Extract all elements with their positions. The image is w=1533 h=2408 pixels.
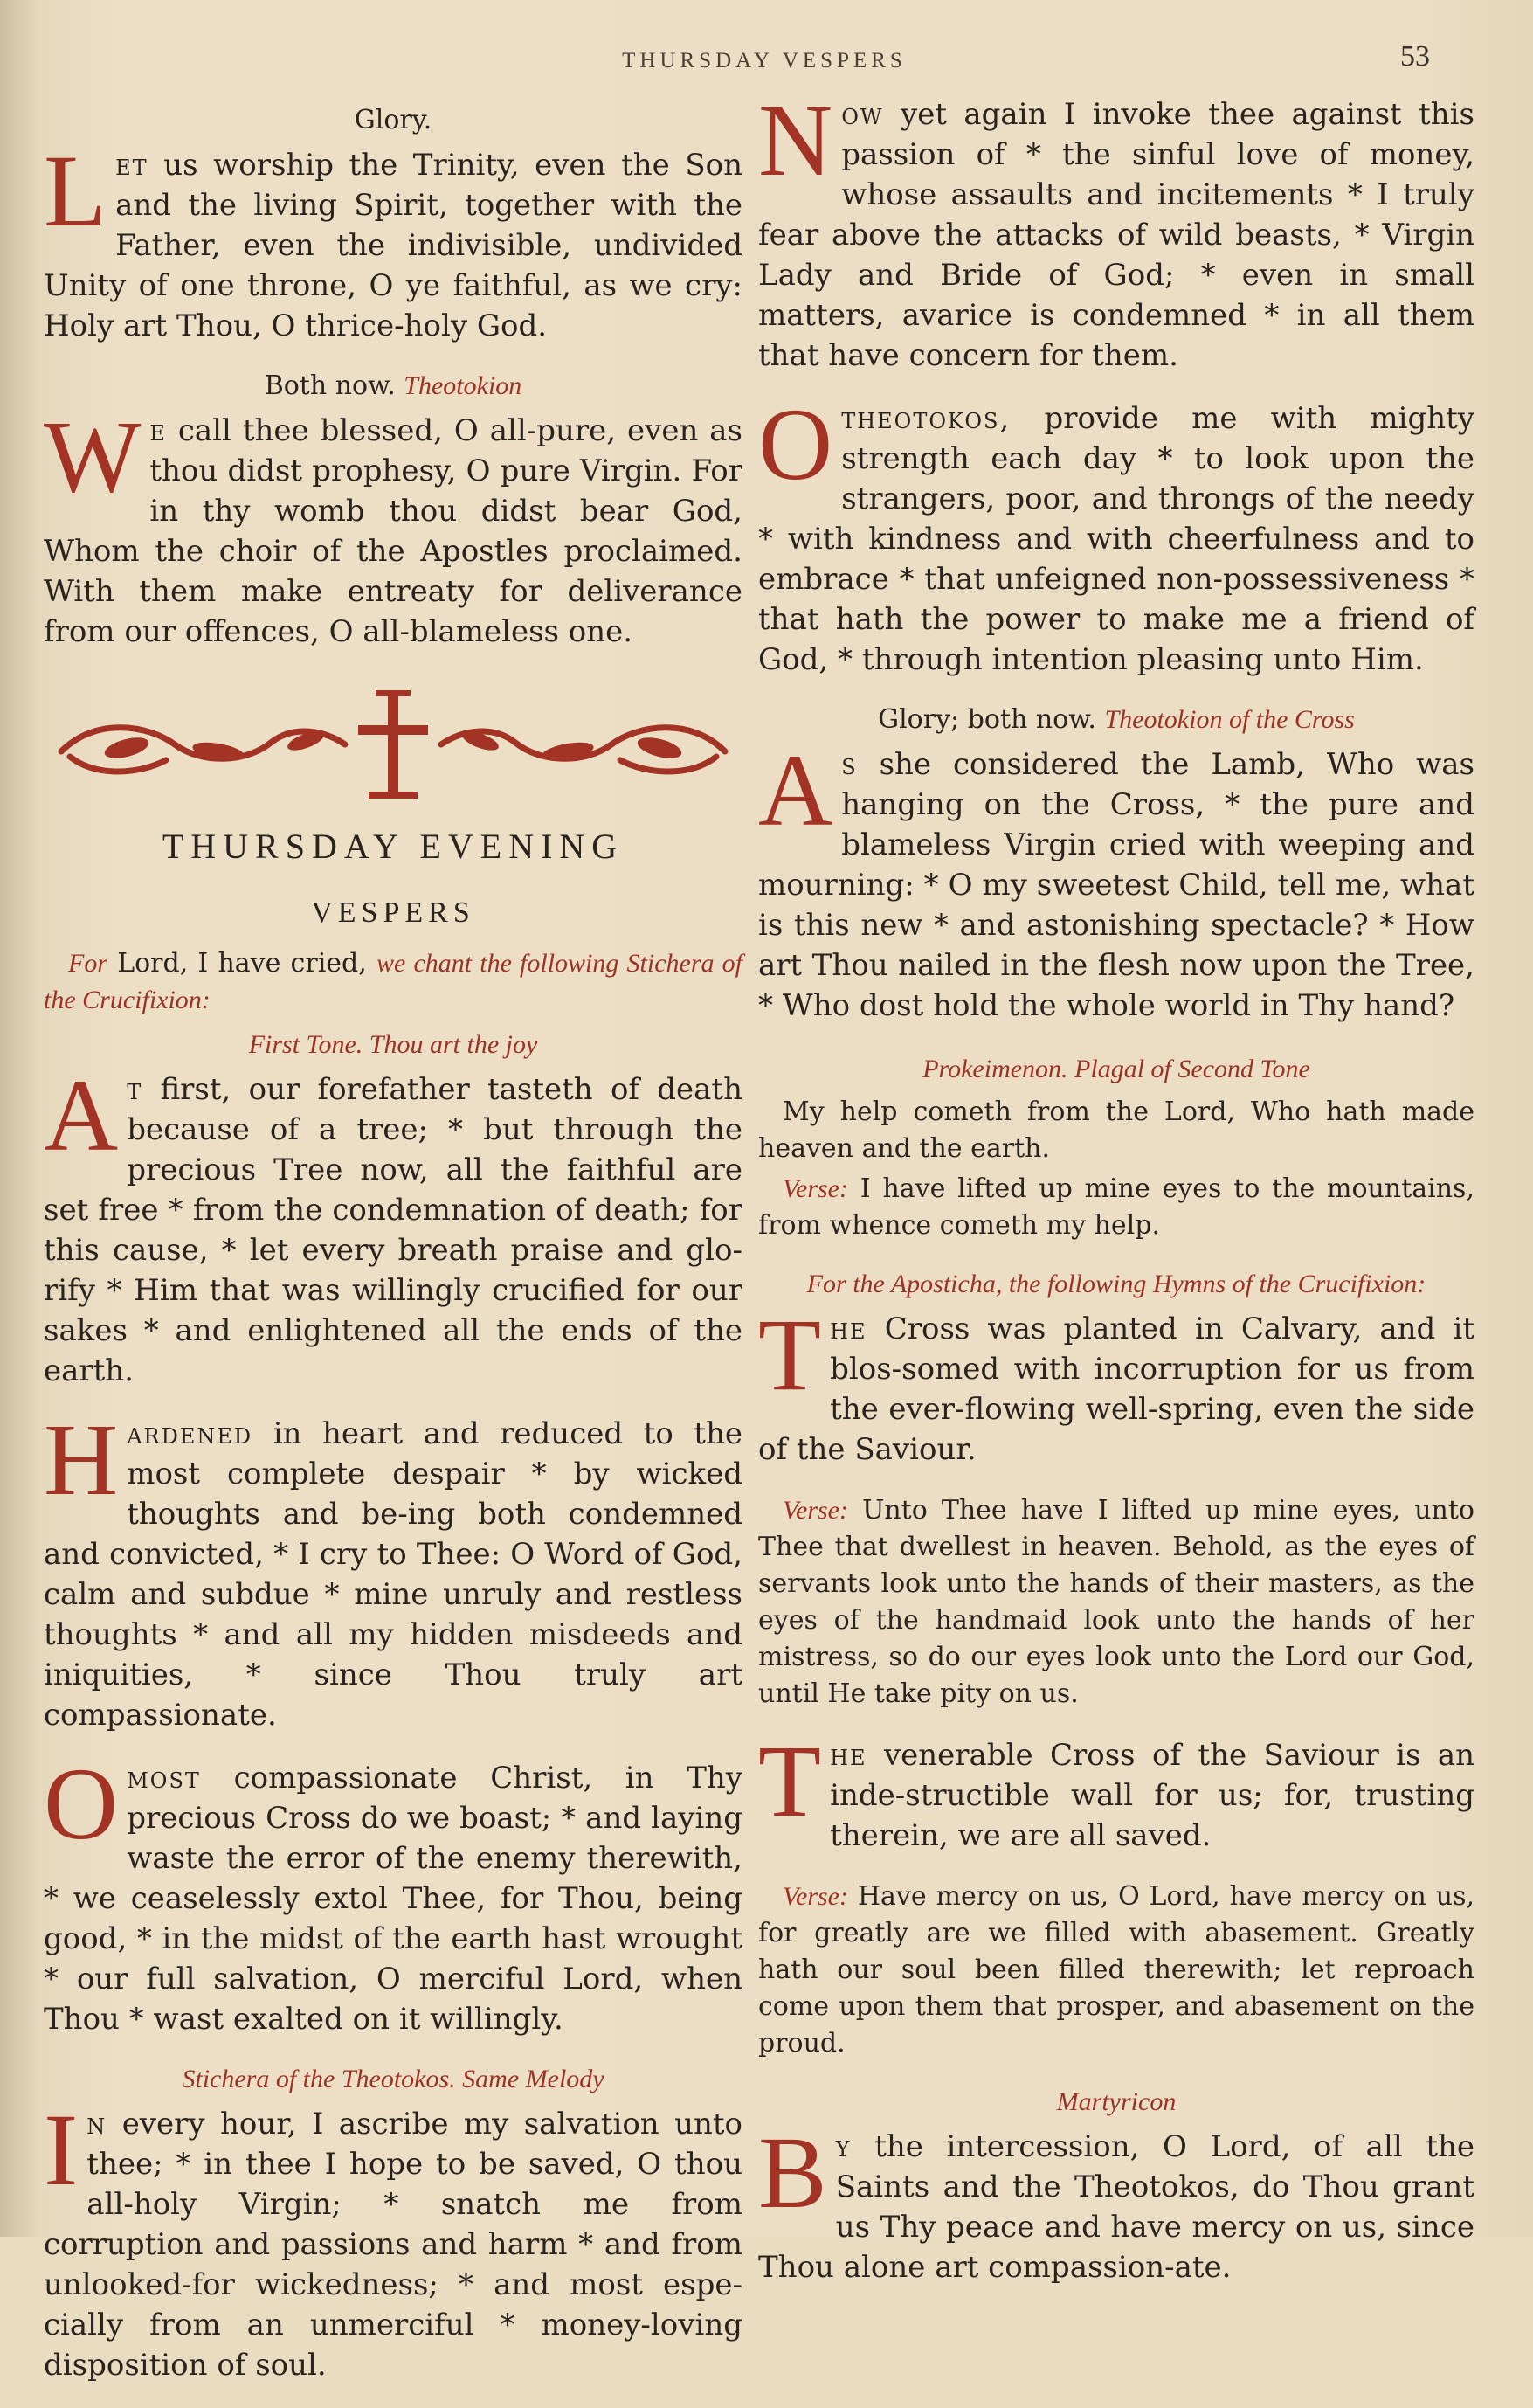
page-number: 53: [1400, 40, 1430, 73]
drop-cap: N: [758, 83, 833, 197]
drop-cap: T: [758, 1724, 822, 1838]
drop-cap: A: [758, 733, 833, 848]
glory-hymn: [44, 134, 742, 346]
prokeimenon-verse: Verse: I have lifted up mine eyes to the mountains, from whence cometh my help.: [758, 1173, 1474, 1241]
hymn-cross-planted: [758, 1297, 1475, 1470]
section-subtitle: VESPERS: [311, 896, 475, 929]
cross-flourish-icon: [44, 690, 742, 804]
aposticha-label: For the Aposticha, the following Hymns of the Crucifixion:: [806, 1270, 1426, 1298]
hymn-text: yet again I invoke thee against this passion of * the sinful love of money, whose assaults and incitements * I truly fear above the attacks of wild beasts, * Virgin Lady and Bride of God; * even in small matters, avarice is condemned * in all them that have concern for them.: [758, 97, 1474, 373]
theotokion-hymn: [44, 399, 742, 652]
cross-ornament: [44, 690, 742, 804]
hymn-text: provide me with mighty strength each day * to look upon the strangers, poor, and throngs of the needy * with kindness and with cheerfulness and to embrace * that unfeigned non-possessiveness * that hath the power to make me a friend of God, * through intention pleasing unto Him.: [758, 401, 1474, 677]
hymn-lead: ow: [841, 97, 884, 132]
hymn-text: every hour, I ascribe my salvation unto thee; * in thee I hope to be saved, O thou all-holy Virgin; * snatch me from corruption and passions and harm * and from unlooked-for wickedness; * and most espe-cially from an unmerciful * money-loving disposition of soul.: [44, 2107, 743, 2383]
hymn-in-every-hour: [44, 2093, 743, 2385]
hymn-text: first, our forefather tasteth of death because of a tree; * but through the precious Tree now, all the faithful are set free * from the condemnation of death; for this cause, * let every breath praise and glo-rify * Him that was willingly crucified for our sakes * and enlightened all the ends of the earth.: [44, 1072, 742, 1388]
glory-label: Glory.: [354, 105, 432, 135]
tone-label: First Tone. Thou art the joy: [248, 1030, 538, 1059]
hymn-lead: n: [86, 2107, 107, 2142]
hymn-text: Cross was planted in Calvary, and it blos-somed with incorruption for us from the ever-flowing well-spring, even the side of the Saviour.: [758, 1311, 1475, 1467]
hymn-now-yet-again: [758, 83, 1474, 376]
hymn-lead: e: [149, 413, 167, 448]
hymn-lead: theotokos,: [841, 401, 1012, 436]
hymn-text: the intercession, O Lord, of all the Saints and the Theotokos, do Thou grant us Thy peace and have mercy on us, since Thou alone art compassion-ate.: [758, 2129, 1474, 2285]
drop-cap: I: [44, 2093, 79, 2207]
hymn-lead: he: [830, 1311, 867, 1346]
martyricon-label: Martyricon: [1056, 2087, 1177, 2116]
right-column: [758, 83, 1475, 2310]
hymn-text: compassionate Christ, in Thy precious Cross do we boast; * and laying waste the error of the enemy therewith, * we ceaselessly extol Thee, for Thou, being good, * in the midst of the earth hast wrought * our full salvation, O merciful Lord, when Thou * wast exalted on it willingly.: [44, 1761, 743, 2037]
hymn-text: us worship the Trinity, even the Son and the living Spirit, together with the Father, even the indivisible, undivided Unity of one throne, O ye faithful, as we cry: Holy art Thou, O thrice-holy God.: [44, 148, 742, 343]
drop-cap: L: [44, 134, 107, 248]
hymn-at-first: [44, 1058, 742, 1391]
hymn-lead: s: [841, 747, 858, 782]
drop-cap: B: [758, 2115, 827, 2230]
rubric-instruction: For Lord, I have cried, we chant the following Stichera of the Crucifixion:: [44, 948, 742, 1014]
verse-one: Verse: Unto Thee have I lifted up mine eyes, unto Thee that dwellest in heaven. Behold, as the eyes of servants look unto the hands of their masters, as the eyes of the handmaid look unto the hands of her mistress, so do our eyes look unto the Lord our God, until He take pity on us.: [758, 1495, 1474, 1709]
hymn-lead: t: [127, 1072, 143, 1107]
drop-cap: T: [758, 1297, 822, 1412]
stichera-label: Stichera of the Theotokos. Same Melody: [182, 2065, 604, 2093]
hymn-as-she-considered: [758, 733, 1474, 1026]
theotokion-heading: Both now. Theotokion: [264, 370, 522, 401]
left-column: [44, 103, 742, 2408]
drop-cap: W: [44, 399, 142, 514]
hymn-martyricon: [758, 2115, 1474, 2287]
hymn-text: venerable Cross of the Saviour is an inde-structible wall for us; for, trusting therein, we are all saved.: [830, 1738, 1474, 1853]
hymn-text: she considered the Lamb, Who was hanging on the Cross, * the pure and blameless Virgin cried with weeping and mourning: * O my sweetest Child, tell me, what is this new * and astonishing spectacle? * How art Thou nailed in the flesh now upon the Tree, * Who dost hold the whole world in Thy hand?: [758, 747, 1474, 1023]
prokeimenon-text: My help cometh from the Lord, Who hath made heaven and the earth.: [758, 1097, 1474, 1164]
hymn-hardened: [44, 1402, 742, 1735]
running-title: THURSDAY VESPERS: [622, 49, 907, 73]
prokeimenon-label: Prokeimenon. Plagal of Second Tone: [922, 1055, 1310, 1083]
hymn-lead: he: [830, 1738, 867, 1773]
section-title: THURSDAY EVENING: [162, 827, 625, 866]
hymn-lead: ardened: [127, 1416, 253, 1451]
drop-cap: H: [44, 1402, 119, 1517]
drop-cap: O: [758, 387, 833, 502]
drop-cap: A: [44, 1058, 119, 1173]
theotokion-cross-heading: Glory; both now. Theotokion of the Cross: [878, 704, 1355, 735]
hymn-text: call thee blessed, O all-pure, even as thou didst prophesy, O pure Virgin. For in thy womb thou didst bear God, Whom the choir of the Apostles proclaimed. With them make entreaty for deliverance from our offences, O all-blameless one.: [44, 413, 742, 649]
drop-cap: O: [44, 1747, 119, 1861]
hymn-venerable-cross: [758, 1724, 1474, 1856]
hymn-lead: et: [115, 148, 148, 183]
hymn-lead: y: [835, 2129, 852, 2164]
hymn-o-most: [44, 1747, 743, 2039]
hymn-lead: most: [127, 1761, 201, 1796]
hymn-text: in heart and reduced to the most complete despair * by wicked thoughts and be-ing both condemned and convicted, * I cry to Thee: O Word of God, calm and subdue * mine unruly and restless thoughts * and all my hidden misdeeds and iniquities, * since Thou truly art compassionate.: [44, 1416, 742, 1733]
hymn-o-theotokos: [758, 387, 1474, 680]
verse-two: Verse: Have mercy on us, O Lord, have mercy on us, for greatly are we filled with abasement. Greatly hath our soul been filled therewith; let reproach come upon them that prosper, and abasement on the proud.: [758, 1881, 1474, 2059]
